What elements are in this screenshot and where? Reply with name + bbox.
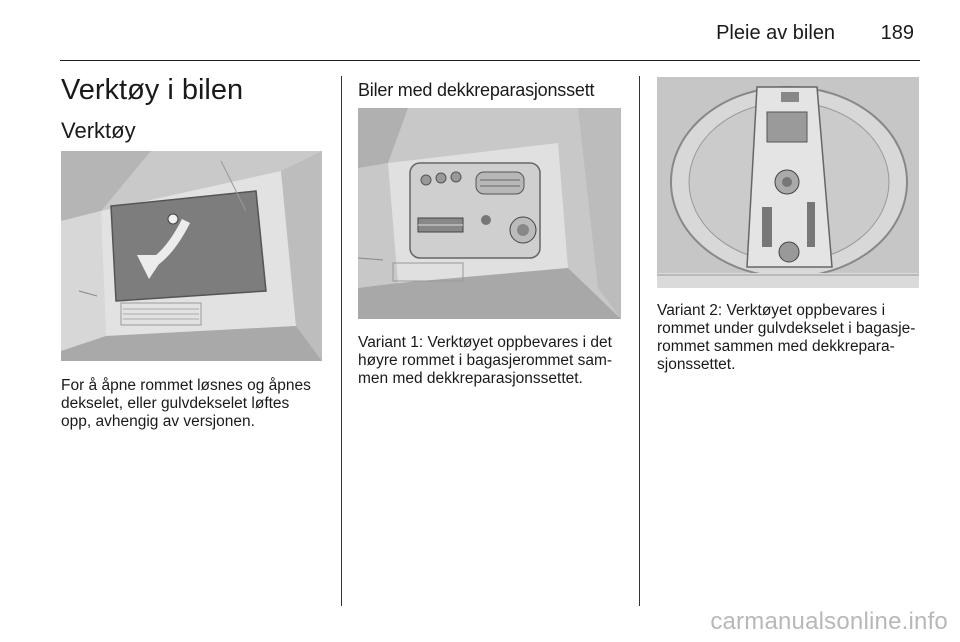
caption-line: rommet sammen med dekkrepara- (657, 338, 895, 355)
caption-line: rommet under gulvdekselet i bagasje- (657, 320, 916, 337)
figure-spare-wheel-well (657, 77, 919, 288)
subheading: Verktøy (61, 118, 136, 143)
figure-open-cover (61, 151, 322, 361)
watermark: carmanualsonline.info (710, 608, 948, 635)
column-divider (341, 76, 342, 606)
spare-wheel-well-tools-illustration (657, 77, 919, 288)
header-rule (60, 60, 920, 61)
caption-line: dekselet, eller gulvdekselet løftes (61, 395, 290, 412)
side-compartment-tools-illustration (358, 108, 621, 319)
caption-line: Variant 1: Verktøyet oppbevares i det (358, 334, 612, 351)
section-title: Pleie av bilen (716, 22, 836, 44)
figure-caption (61, 377, 311, 431)
page-header (716, 22, 914, 45)
figure-caption (657, 302, 915, 374)
figure-caption (358, 334, 612, 388)
caption-line: men med dekkreparasjonssettet. (358, 370, 583, 387)
caption-line: opp, avhengig av versjonen. (61, 413, 255, 430)
caption-line: høyre rommet i bagasjerommet sam- (358, 352, 613, 369)
caption-line: Variant 2: Verktøyet oppbevares i (657, 302, 886, 319)
section-heading: Biler med dekkreparasjonssett (358, 80, 595, 100)
column-divider (639, 76, 640, 606)
open-cover-arrow-illustration (61, 151, 322, 361)
caption-line: For å åpne rommet løsnes og åpnes (61, 377, 311, 394)
caption-line: sjonssettet. (657, 356, 736, 373)
page-heading: Verktøy i bilen (61, 74, 244, 106)
page-number: 189 (880, 22, 914, 44)
figure-side-compartment (358, 108, 621, 319)
